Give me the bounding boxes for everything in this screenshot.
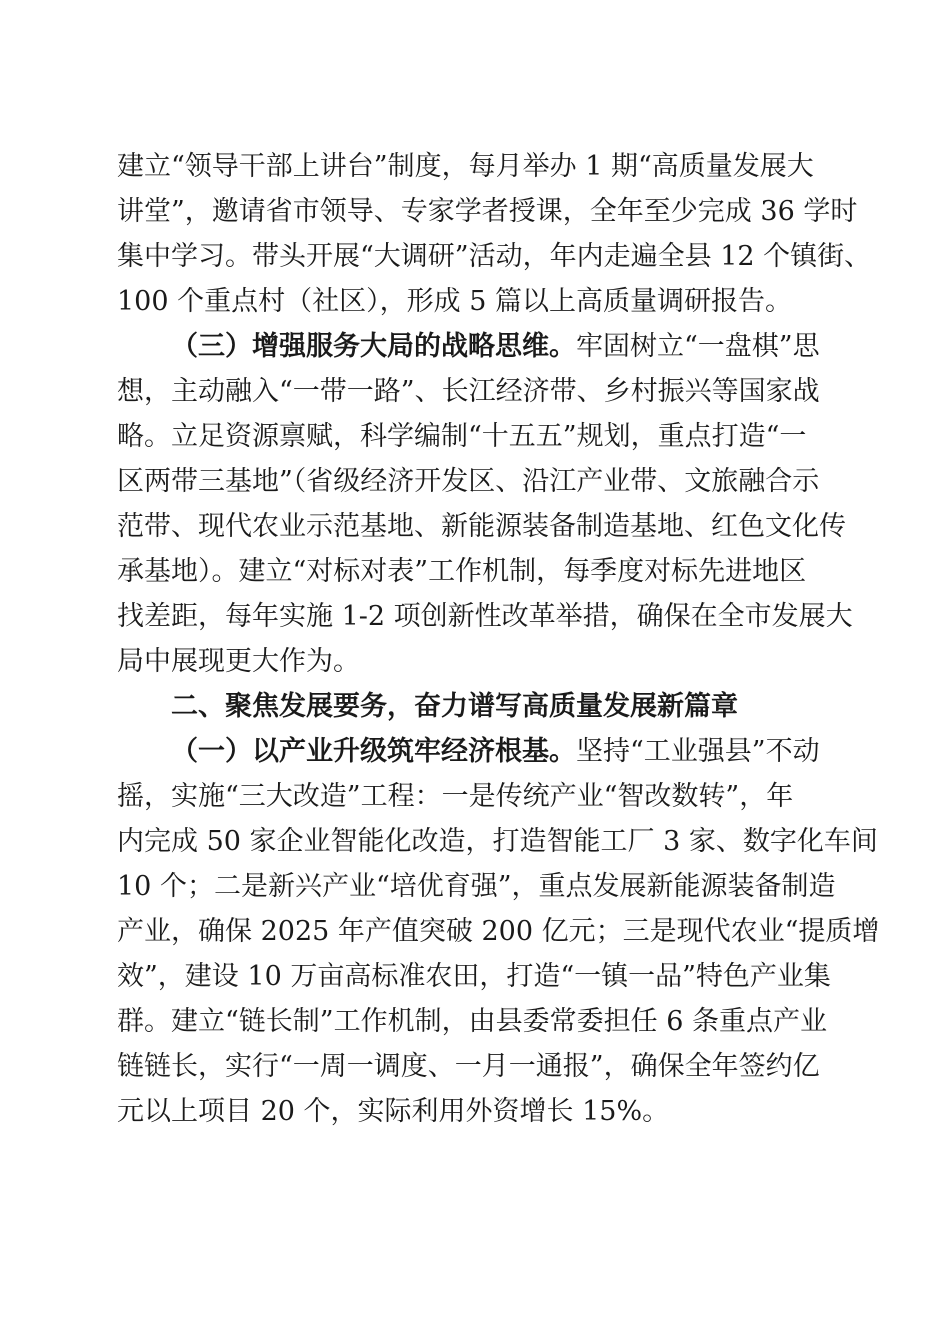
paragraph-3-line: 效”，建设 10 万亩高标准农田，打造“一镇一品”特色产业集 — [117, 961, 831, 992]
section-heading: 二、聚焦发展要务，奋力谱写高质量发展新篇章 — [171, 691, 738, 722]
paragraph-2-line: 想，主动融入“一带一路”、长江经济带、乡村振兴等国家战 — [117, 376, 820, 407]
document-body — [117, 144, 880, 1134]
paragraph-2-first-line-text: 牢固树立“一盘棋”思 — [576, 331, 820, 362]
paragraph-2-line: 局中展现更大作为。 — [117, 646, 360, 677]
subsection-heading-1: （一）以产业升级筑牢经济根基。 — [171, 736, 576, 767]
paragraph-2-line: 范带、现代农业示范基地、新能源装备制造基地、红色文化传 — [117, 511, 846, 542]
paragraph-3-first-line — [117, 729, 837, 774]
paragraph-2-line: 承基地）。建立“对标对表”工作机制，每季度对标先进地区 — [117, 556, 807, 587]
paragraph-3-line: 群。建立“链长制”工作机制，由县委常委担任 6 条重点产业 — [117, 1006, 827, 1037]
paragraph-2-line: 找差距，每年实施 1-2 项创新性改革举措，确保在全市发展大 — [117, 601, 853, 632]
paragraph-3-first-line-text: 坚持“工业强县”不动 — [576, 736, 820, 767]
paragraph-2-line: 区两带三基地”（省级经济开发区、沿江产业带、文旅融合示 — [117, 466, 820, 497]
paragraph-3-line: 产业，确保 2025 年产值突破 200 亿元；三是现代农业“提质增 — [117, 916, 880, 947]
paragraph-3-line: 内完成 50 家企业智能化改造，打造智能工厂 3 家、数字化车间 — [117, 826, 878, 857]
paragraph-3-line: 摇，实施“三大改造”工程：一是传统产业“智改数转”，年 — [117, 781, 794, 812]
paragraph-3-line: 10 个；二是新兴产业“培优育强”，重点发展新能源装备制造 — [117, 871, 836, 902]
paragraph-3-line: 链链长，实行“一周一调度、一月一通报”，确保全年签约亿 — [117, 1051, 820, 1082]
paragraph-1-line: 集中学习。带头开展“大调研”活动，年内走遍全县 12 个镇街、 — [117, 241, 872, 272]
paragraph-1-line: 建立“领导干部上讲台”制度，每月举办 1 期“高质量发展大 — [117, 151, 814, 182]
subsection-heading-3: （三）增强服务大局的战略思维。 — [171, 331, 576, 362]
paragraph-2-first-line — [117, 324, 837, 369]
paragraph-2-line: 略。立足资源禀赋，科学编制“十五五”规划，重点打造“一 — [117, 421, 807, 452]
paragraph-3-line: 元以上项目 20 个，实际利用外资增长 15%。 — [117, 1096, 670, 1127]
paragraph-1-line: 100 个重点村（社区），形成 5 篇以上高质量调研报告。 — [117, 286, 792, 317]
paragraph-1-line: 讲堂”，邀请省市领导、专家学者授课，全年至少完成 36 学时 — [117, 196, 858, 227]
